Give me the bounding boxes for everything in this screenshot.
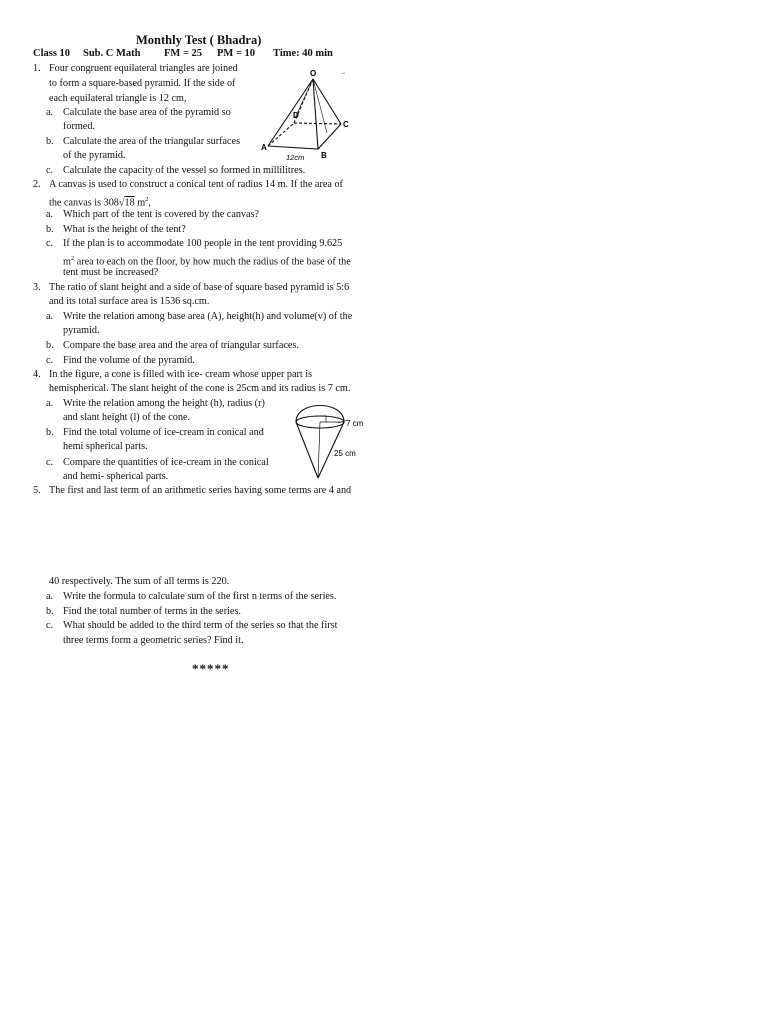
q4-number: 4. [33,369,41,380]
q5-line-2: 40 respectively. The sum of all terms is 220. [49,576,230,587]
q5a-text: Write the formula to calculate sum of the first n terms of the series. [63,591,337,602]
q3b-label: b. [46,340,54,351]
label-apex-o: O [310,69,317,78]
pyramid-figure [258,66,358,166]
q2a-text: Which part of the tent is covered by the canvas? [63,209,260,220]
q1a-line-2: formed. [63,121,95,132]
q4a-line-1: Write the relation among the height (h), radius (r) [63,398,265,409]
q2b-label: b. [46,224,54,235]
q2-line-1: A canvas is used to construct a conical tent of radius 14 m. If the area of [49,179,343,190]
q3a-line-2: pyramid. [63,325,100,336]
q2c-line-3: tent must be increased? [63,267,159,278]
q2c-label: c. [46,238,54,249]
q1c-text: Calculate the capacity of the vessel so formed in millilitres. [63,165,306,176]
q3a-line-1: Write the relation among base area (A), height(h) and volume(v) of the [63,311,353,322]
q3-line-2: and its total surface area is 1536 sq.cm. [49,296,210,307]
pass-marks: PM = 10 [217,48,256,59]
q5c-label: c. [46,620,54,631]
end-stars: ***** [192,661,230,676]
label-vertex-a: A [261,143,267,152]
q4b-label: b. [46,427,54,438]
q4a-label: a. [46,398,54,409]
q2c-line-2: $m^2$ area to each on the floor, by how much the radius of the base of the [63,255,351,268]
q3c-label: c. [46,355,54,366]
cone-slant-label: 25 cm [334,449,356,458]
q3a-label: a. [46,311,54,322]
label-vertex-d: D [293,111,299,120]
q3-line-1: The ratio of slant height and a side of base of square based pyramid is 5:6 [49,282,350,293]
q1c-label: c. [46,165,54,176]
class-label: Class 10 [33,48,71,59]
q4c-label: c. [46,457,54,468]
q4a-line-2: and slant height (l) of the cone. [63,412,191,423]
q1b-label: b. [46,136,54,147]
q1b-line-1: Calculate the area of the triangular surfaces [63,136,241,147]
q1a-line-1: Calculate the base area of the pyramid so [63,107,231,118]
page-title: Monthly Test ( Bhadra) [136,33,262,47]
cone-radius-label: 7 cm [346,419,364,428]
q2b-text: What is the height of the tent? [63,224,186,235]
cone-figure [290,396,370,482]
q1b-line-2: of the pyramid. [63,150,126,161]
time-label: Time: 40 min [273,48,333,59]
q2a-label: a. [46,209,54,220]
q3b-text: Compare the base area and the area of triangular surfaces. [63,340,299,351]
q2-radicand: 18 [124,197,135,209]
q5c-line-2: three terms form a geometric series? Find it. [63,635,244,646]
q5a-label: a. [46,591,54,602]
q1-line-3: each equilateral triangle is 12 cm, [49,93,187,104]
arrow-mark: → [340,70,346,76]
label-base-length: 12cm [286,153,305,162]
label-vertex-b: B [321,151,327,160]
q5-number: 5. [33,485,41,496]
q1-line-1: Four congruent equilateral triangles are joined [49,63,238,74]
q4c-line-1: Compare the quantities of ice-cream in the conical [63,457,269,468]
q1a-label: a. [46,107,54,118]
subject-label: Sub. C Math [83,48,141,59]
q4-line-2: hemispherical. The slant height of the cone is 25cm and its radius is 7 cm. [49,383,351,394]
q3c-text: Find the volume of the pyramid. [63,355,195,366]
label-vertex-c: C [343,120,349,129]
q2-number: 2. [33,179,41,190]
q1-number: 1. [33,63,41,74]
q1-line-2: to form a square-based pyramid. If the side of [49,78,236,89]
q5b-text: Find the total number of terms in the series. [63,606,241,617]
q5b-label: b. [46,606,54,617]
q4c-line-2: and hemi- spherical parts. [63,471,169,482]
q5-line-1: The first and last term of an arithmetic series having some terms are 4 and [49,485,352,496]
q4b-line-1: Find the total volume of ice-cream in conical and [63,427,264,438]
q4b-line-2: hemi spherical parts. [63,441,148,452]
q4-line-1: In the figure, a cone is filled with ice- cream whose upper part is [49,369,313,380]
q3-number: 3. [33,282,41,293]
q5c-line-1: What should be added to the third term of the series so that the first [63,620,338,631]
q2c-line-1: If the plan is to accommodate 100 people in the tent providing 9.625 [63,238,343,249]
q2-line-2: the canvas is 308√18 $m^2$, [49,196,151,209]
full-marks: FM = 25 [164,48,203,59]
